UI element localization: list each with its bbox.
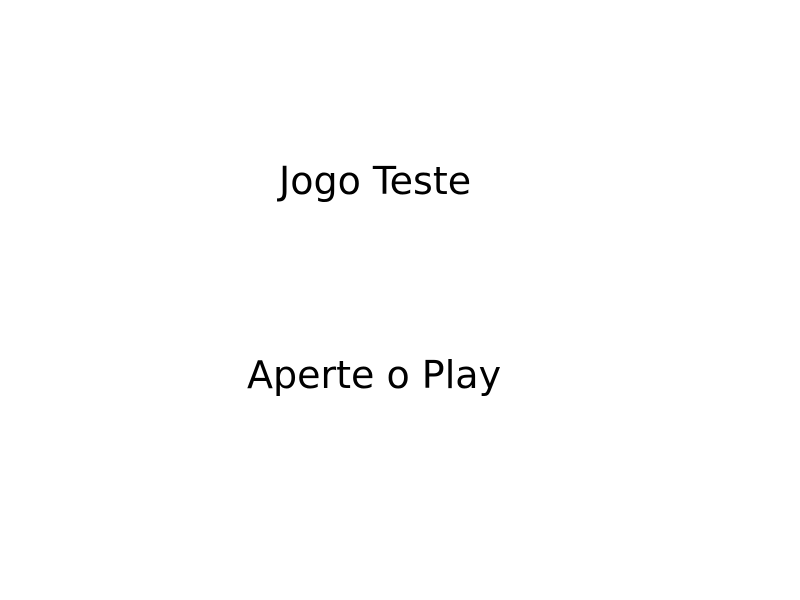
game-title: Jogo Teste — [279, 159, 472, 203]
start-prompt: Aperte o Play — [247, 353, 502, 397]
